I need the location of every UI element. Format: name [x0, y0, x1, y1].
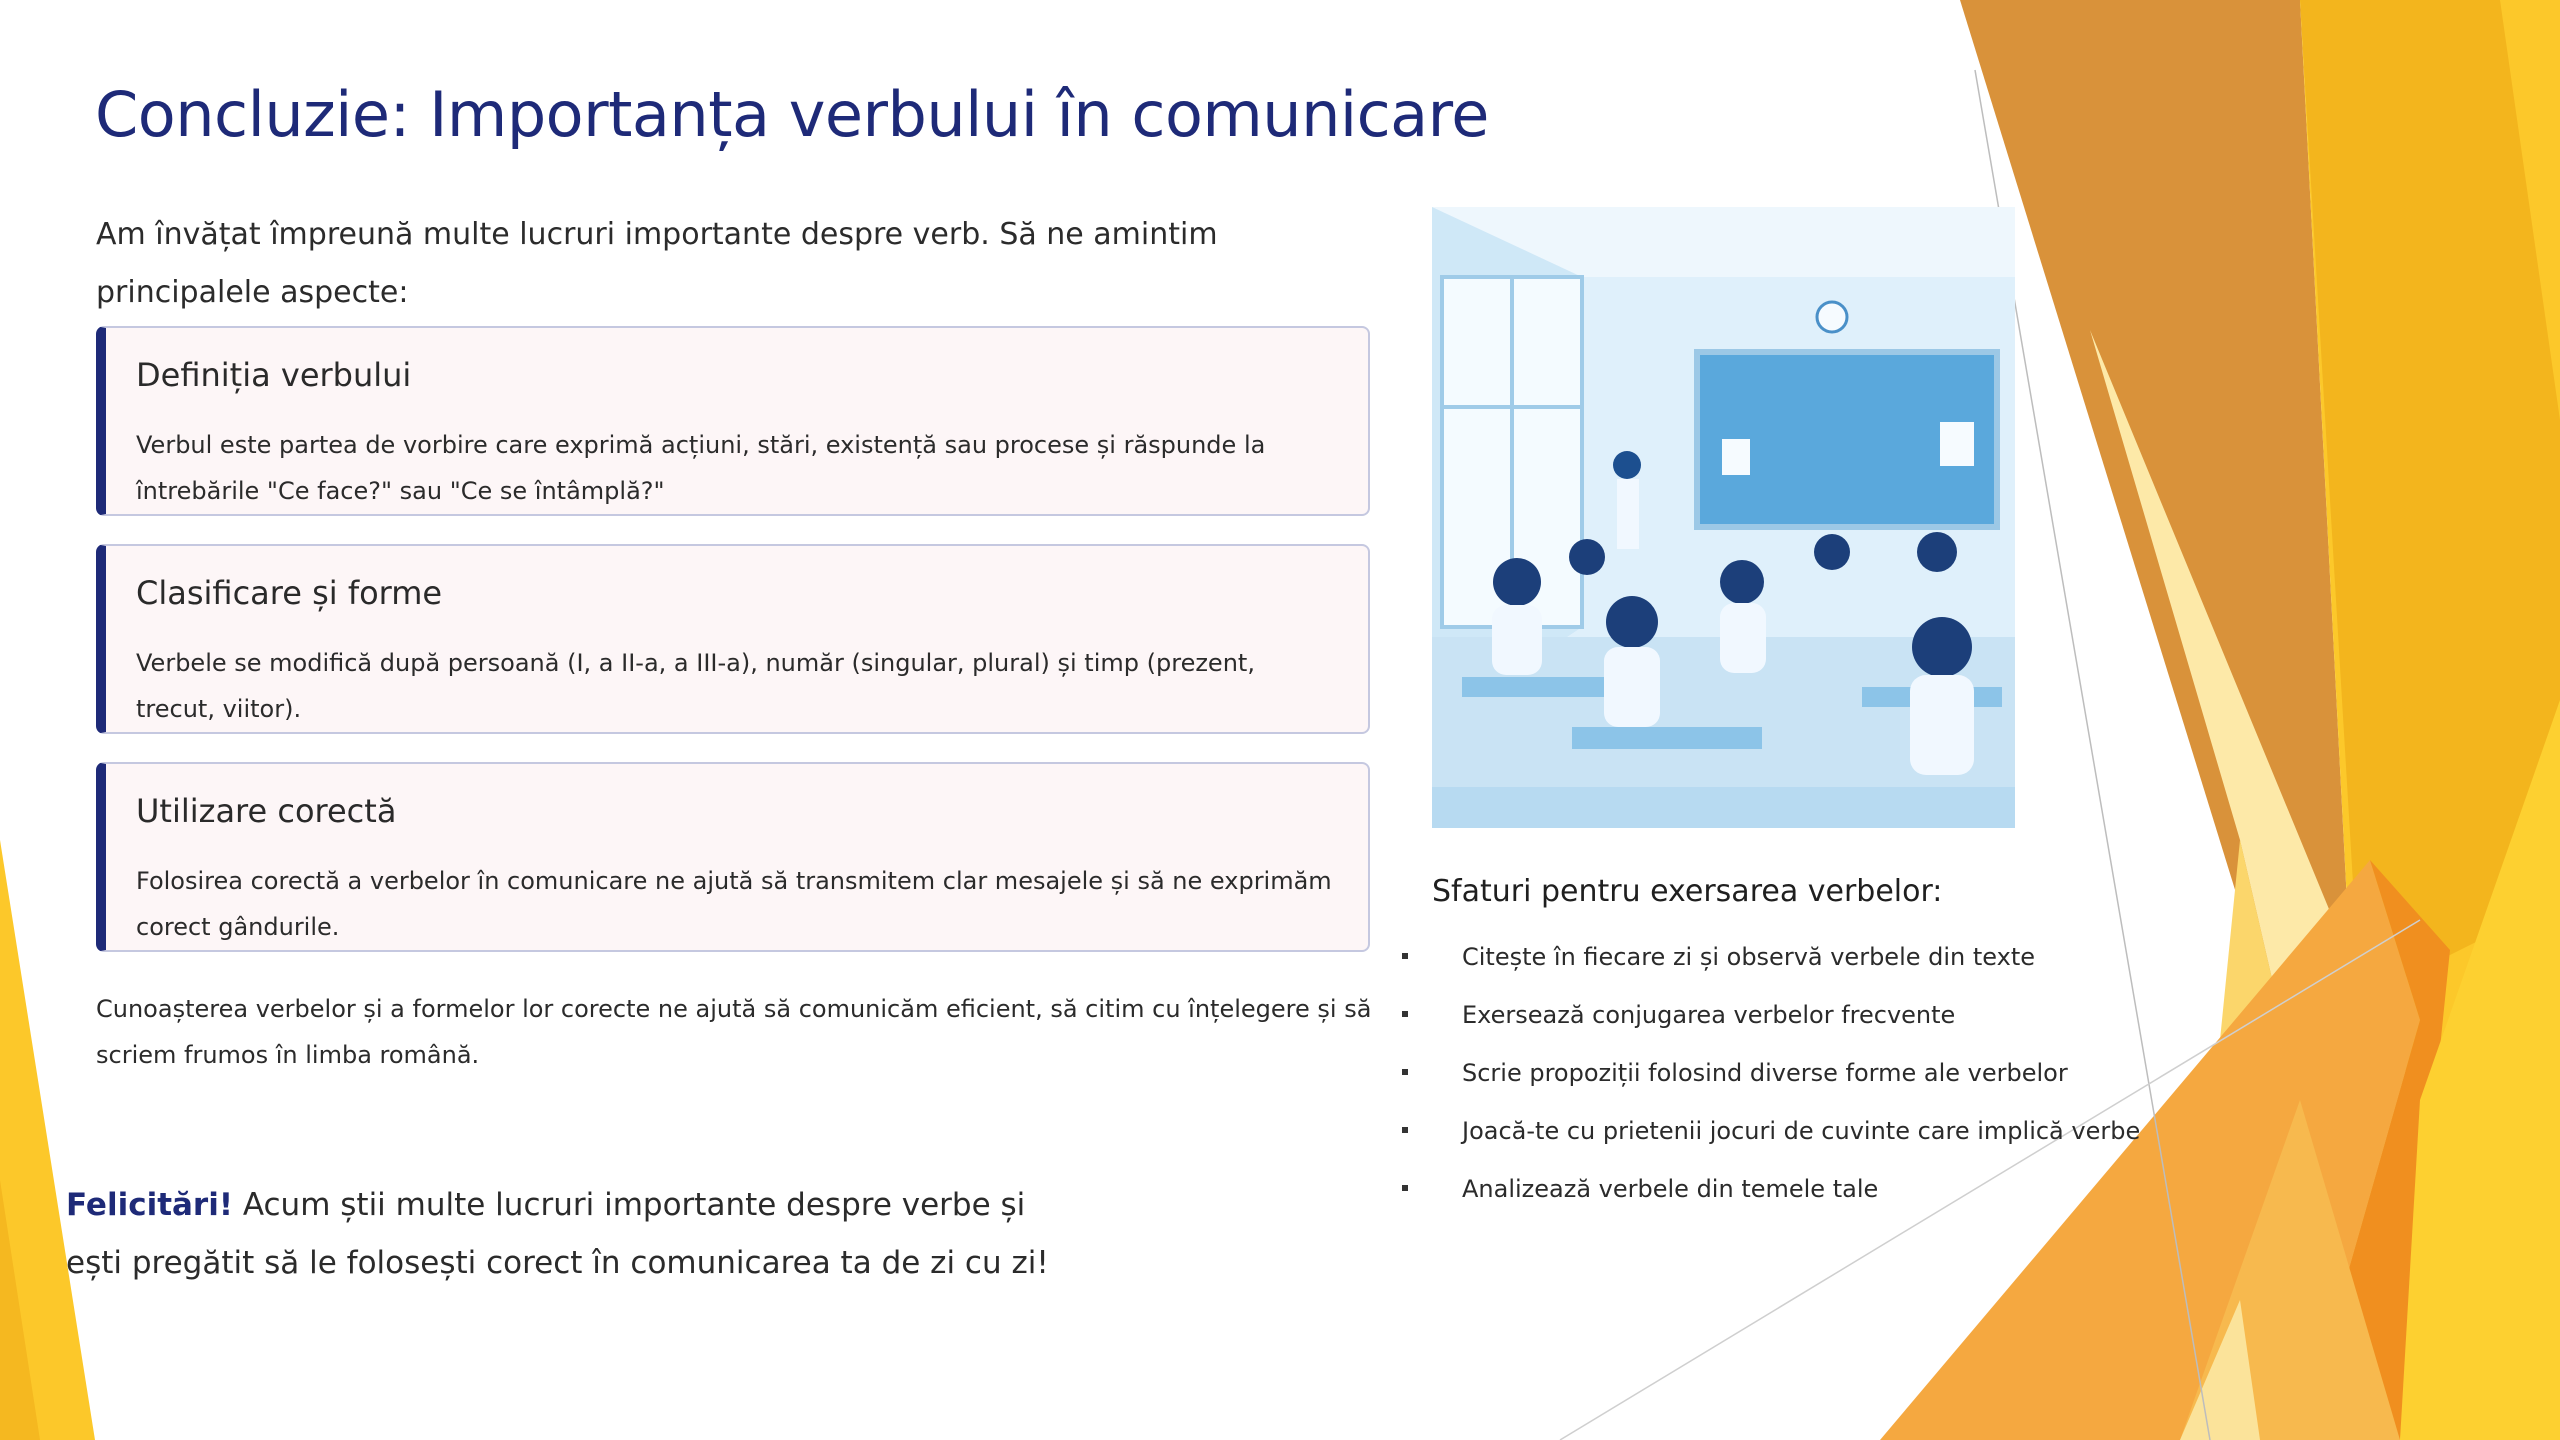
- list-item: Exersează conjugarea verbelor frecvente: [1400, 994, 2160, 1052]
- list-item: Scrie propoziții folosind diverse forme ale verbelor: [1400, 1052, 2160, 1110]
- card-definition: [96, 326, 1370, 516]
- card-title: Definiția verbului: [136, 356, 412, 394]
- congrats-strong: Felicitări!: [66, 1187, 233, 1223]
- bullet-icon: [1402, 1069, 1408, 1075]
- bullet-icon: [1402, 953, 1408, 959]
- list-item: Analizează verbele din temele tale: [1400, 1168, 2160, 1226]
- card-usage: [96, 762, 1370, 952]
- tips-list: [1400, 936, 2160, 1226]
- card-title: Clasificare și forme: [136, 574, 443, 612]
- card-body: Verbele se modifică după persoană (I, a II-a, a III-a), număr (singular, plural) și timp (prezent, trecut, viitor).: [136, 649, 1255, 723]
- list-item: Citește în fiecare zi și observă verbele din texte: [1400, 936, 2160, 994]
- bullet-icon: [1402, 1011, 1408, 1017]
- list-item: Joacă-te cu prietenii jocuri de cuvinte care implică verbe: [1400, 1110, 2160, 1168]
- tips-title: Sfaturi pentru exersarea verbelor:: [1432, 874, 1943, 909]
- card-body: Verbul este partea de vorbire care exprimă acțiuni, stări, existență sau procese și răspunde la întrebările "Ce face?" sau "Ce se întâmplă?": [136, 431, 1266, 505]
- card-classification: [96, 544, 1370, 734]
- congrats-body: Acum știi multe lucruri importante despre verbe și ești pregătit să le folosești corect în comunicarea ta de zi cu zi!: [66, 1187, 1049, 1281]
- congrats-text: [66, 1176, 1066, 1292]
- intro-text: Am învățat împreună multe lucruri importante despre verb. Să ne amintim principalele aspecte:: [96, 217, 1218, 310]
- bullet-icon: [1402, 1127, 1408, 1133]
- card-title: Utilizare corectă: [136, 792, 397, 830]
- bullet-icon: [1402, 1185, 1408, 1191]
- summary-text: Cunoașterea verbelor și a formelor lor corecte ne ajută să comunicăm eficient, să citim cu înțelegere și să scriem frumos în limba română.: [96, 995, 1372, 1069]
- card-body: Folosirea corectă a verbelor în comunicare ne ajută să transmitem clar mesajele și să ne exprimăm corect gândurile.: [136, 867, 1332, 941]
- page-title: Concluzie: Importanța verbului în comunicare: [95, 78, 1489, 151]
- classroom-illustration: [1432, 207, 2015, 828]
